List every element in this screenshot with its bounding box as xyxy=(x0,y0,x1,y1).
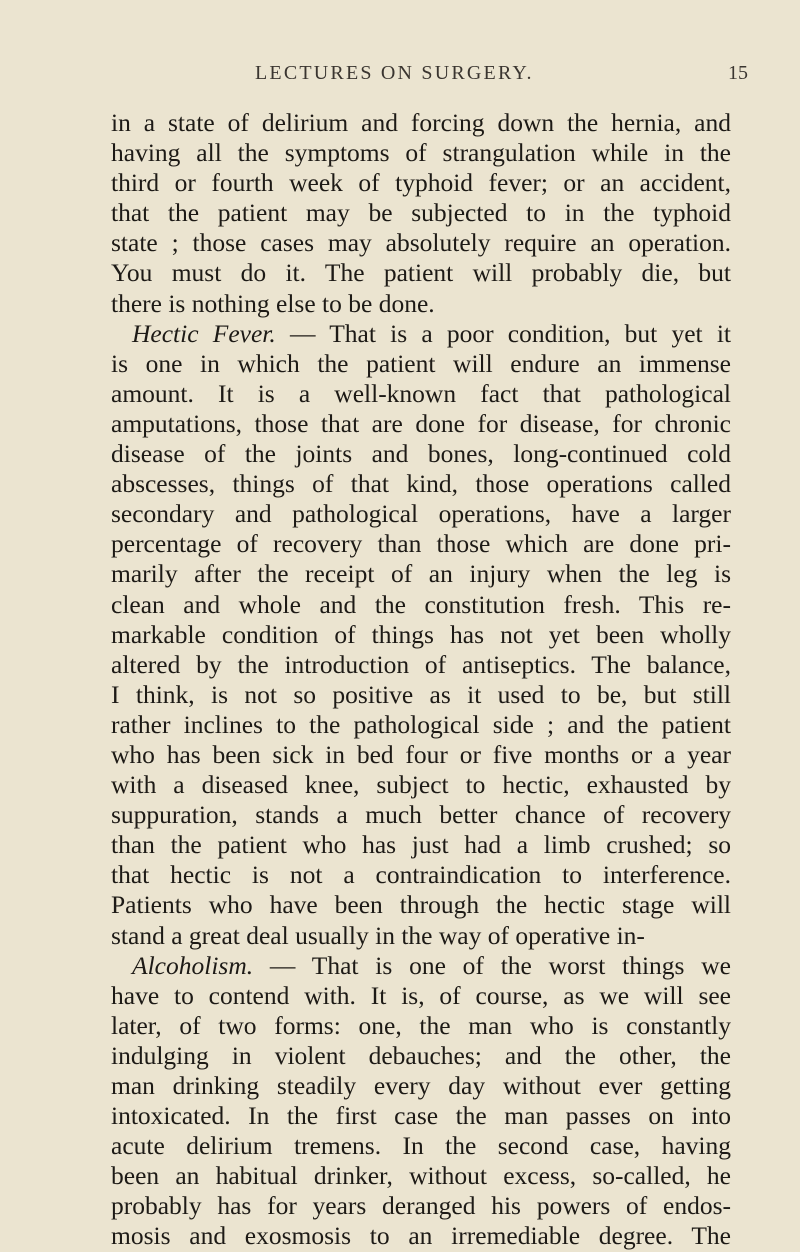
text-line: rather inclines to the pathological side ; and the patient xyxy=(111,709,731,739)
text-line: amount. It is a well-known fact that pathological xyxy=(111,378,731,408)
text-line: state ; those cases may absolutely require an operation. xyxy=(111,228,731,258)
running-title: LECTURES ON SURGERY. xyxy=(255,62,534,84)
text-line: later, of two forms: one, the man who is constantly xyxy=(111,1010,731,1040)
text-line: suppuration, stands a much better chance of recovery xyxy=(111,800,731,830)
text-line: amputations, those that are done for disease, for chronic xyxy=(111,408,731,438)
body-text xyxy=(111,108,731,1252)
text-line: man drinking steadily every day without ever getting xyxy=(111,1071,731,1100)
text-line: stand a great deal usually in the way of operative in- xyxy=(111,920,645,950)
text-line: intoxicated. In the first case the man passes on into xyxy=(111,1101,731,1131)
text-line: there is nothing else to be done. xyxy=(111,288,435,318)
text-line: been an habitual drinker, without excess, so-called, he xyxy=(111,1161,731,1191)
text-line: probably has for years deranged his powers of endos- xyxy=(111,1191,731,1221)
text-line: mosis and exosmosis to an irremediable degree. The xyxy=(111,1221,731,1251)
text-line: I think, is not so positive as it used to be, but still xyxy=(111,679,731,709)
page-number: 15 xyxy=(728,62,748,84)
text-line: markable condition of things has not yet been wholly xyxy=(111,619,731,649)
section-heading-alcoholism: Alcoholism. xyxy=(132,950,254,980)
heading-line-rest: — That is one of the worst things we xyxy=(253,950,731,980)
text-line: abscesses, things of that kind, those operations called xyxy=(111,469,731,499)
text-line: percentage of recovery than those which are done pri- xyxy=(111,529,731,559)
text-line: that hectic is not a contraindication to interference. xyxy=(111,860,731,890)
text-line: who has been sick in bed four or five months or a year xyxy=(111,739,731,769)
section-heading-hectic-fever: Hectic Fever. xyxy=(132,318,276,348)
paragraph-hectic-fever xyxy=(111,319,731,951)
text-line: with a diseased knee, subject to hectic, exhausted by xyxy=(111,770,731,800)
running-head xyxy=(0,62,800,96)
paragraph-alcoholism xyxy=(111,951,731,1252)
text-line: You must do it. The patient will probably die, but xyxy=(111,258,731,288)
text-line: than the patient who has just had a limb crushed; so xyxy=(111,830,731,860)
text-line: Patients who have been through the hectic stage will xyxy=(111,890,731,920)
text-line: acute delirium tremens. In the second case, having xyxy=(111,1131,731,1161)
text-line: third or fourth week of typhoid fever; or an accident, xyxy=(111,168,731,198)
text-line: marily after the receipt of an injury when the leg is xyxy=(111,559,731,589)
text-line: is one in which the patient will endure an immense xyxy=(111,348,731,378)
text-line: disease of the joints and bones, long-continued cold xyxy=(111,439,731,469)
text-line: that the patient may be subjected to in the typhoid xyxy=(111,198,731,228)
text-line xyxy=(111,951,731,981)
text-line: secondary and pathological operations, have a larger xyxy=(111,499,731,529)
text-line: having all the symptoms of strangulation while in the xyxy=(111,138,731,168)
text-line: indulging in violent debauches; and the other, the xyxy=(111,1040,731,1070)
text-line: clean and whole and the constitution fresh. This re- xyxy=(111,589,731,619)
heading-line-rest: — That is a poor condition, but yet it xyxy=(275,318,731,348)
text-line: in a state of delirium and forcing down the hernia, and xyxy=(111,108,731,137)
text-line: have to contend with. It is, of course, as we will see xyxy=(111,980,731,1010)
paragraph-continuation xyxy=(111,108,731,319)
text-line: altered by the introduction of antiseptics. The balance, xyxy=(111,649,731,679)
text-line xyxy=(111,319,731,349)
